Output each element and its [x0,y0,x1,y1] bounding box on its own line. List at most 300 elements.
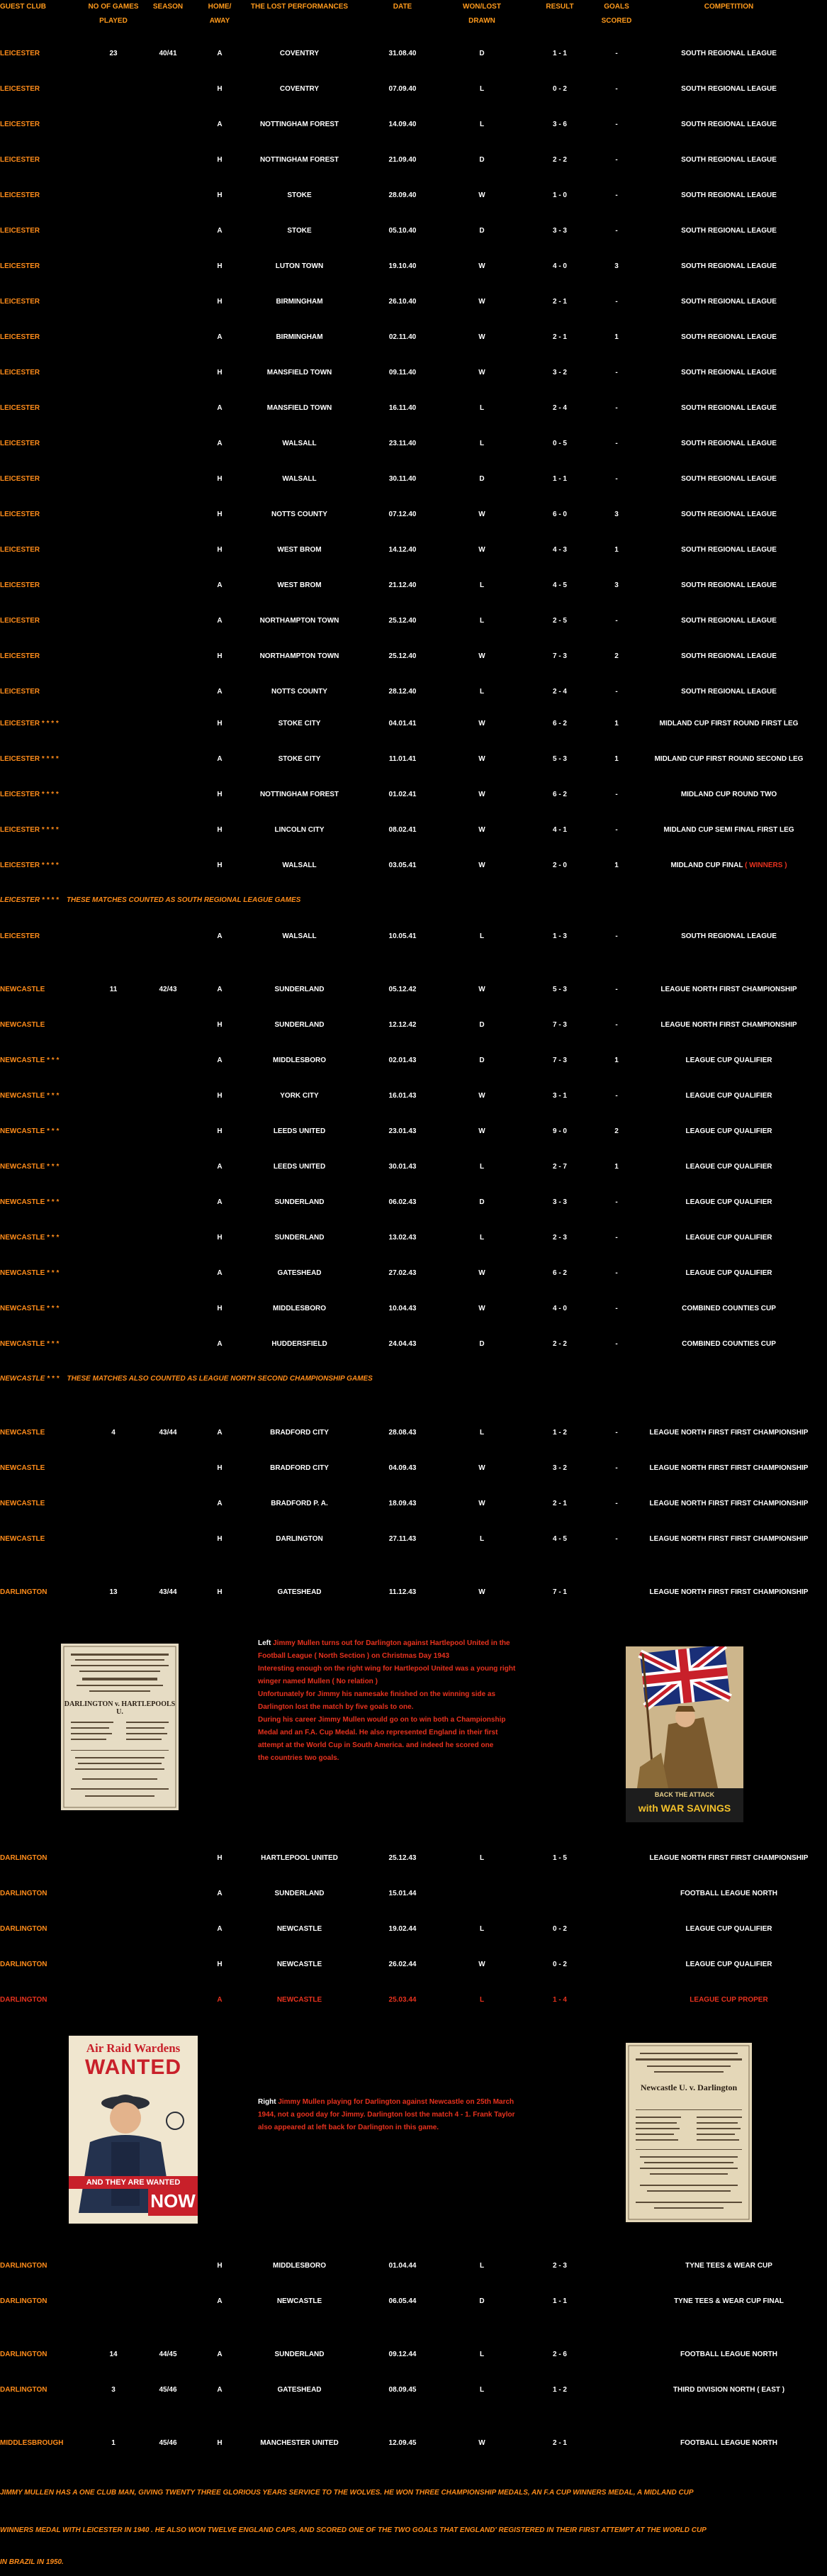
row-result: W [478,1269,485,1277]
row-date: 23.11.40 [388,440,417,447]
row-goals: - [615,1269,618,1277]
row-goals: - [615,298,618,306]
final-line-2: IN BRAZIL IN 1950. [0,2558,64,2566]
row-goals: - [615,1234,618,1242]
row-home-away: A [217,1163,223,1171]
row-score: 1 - 2 [552,1429,567,1437]
row-competition: SOUTH REGIONAL LEAGUE [681,121,777,128]
row-score: 2 - 2 [552,1340,567,1348]
row-opponent: STOKE CITY [278,755,321,763]
row-club: LEICESTER [0,581,40,589]
row-competition: SOUTH REGIONAL LEAGUE [681,440,777,447]
row-club: DARLINGTON [0,2262,47,2270]
row-home-away: A [217,1340,223,1348]
final-line-0: JIMMY MULLEN HAS A ONE CLUB MAN, GIVING TWENTY THREE GLORIOUS YEARS SERVICE TO THE WOLVES. HE WON THREE CHAMPIONSHIP MEDALS, AN F.A CUP WINNERS MEDAL, A MIDLAND CUP [0,2489,694,2497]
row-goals: 1 [614,720,619,727]
row-goals: - [615,1500,618,1507]
row-home-away: A [217,2351,223,2358]
programme-darlington-hartlepool-image [61,1644,179,1810]
row-season: 44/45 [159,2351,177,2358]
caption-left-photo [258,1637,556,1765]
row-club: NEWCASTLE * * * [0,1234,60,1242]
row-home-away: A [217,581,223,589]
row-opponent: WALSALL [282,475,317,483]
row-date: 12.12.42 [388,1021,417,1029]
row-result: W [478,1961,485,1968]
row-competition-text: MIDLAND CUP FINAL [670,862,743,869]
row-score: 1 - 5 [552,1854,567,1862]
row-home-away: A [217,227,223,235]
row-score: 3 - 1 [552,1092,567,1100]
header-result-line2: DRAWN [468,17,495,25]
row-opponent: WEST BROM [277,581,322,589]
row-date: 19.02.44 [388,1925,417,1933]
row-result: L [479,1234,485,1242]
row-result: L [479,404,485,412]
row-score: 1 - 2 [552,2386,567,2394]
row-club: LEICESTER [0,121,40,128]
row-goals: - [615,986,618,993]
caption1-line-0-text: Jimmy Mullen turns out for Darlington against Hartlepool United in the [273,1639,510,1647]
row-competition: LEAGUE NORTH FIRST FIRST CHAMPIONSHIP [649,1464,809,1472]
wardens-line1: Air Raid Wardens [86,2041,181,2055]
row-club: LEICESTER [0,404,40,412]
row-club: NEWCASTLE * * * [0,1163,60,1171]
row-date: 27.02.43 [388,1269,417,1277]
header-season: SEASON [152,3,184,11]
row-club: NEWCASTLE [0,1535,45,1543]
row-result: W [478,652,485,660]
row-competition: SOUTH REGIONAL LEAGUE [681,227,777,235]
row-date: 03.05.41 [388,862,417,869]
row-club: LEICESTER [0,85,40,93]
row-opponent: NOTTS COUNTY [271,688,327,696]
row-result: L [479,1996,485,2004]
row-competition: MIDLAND CUP FIRST ROUND SECOND LEG [654,755,804,763]
row-date: 28.12.40 [388,688,417,696]
row-score: 0 - 2 [552,85,567,93]
row-opponent: LEEDS UNITED [273,1163,326,1171]
row-score: 7 - 1 [552,1588,567,1596]
header-opponent: THE LOST PERFORMANCES [250,3,349,11]
row-result: W [478,1305,485,1312]
row-opponent: LEEDS UNITED [273,1127,326,1135]
row-club: NEWCASTLE * * * [0,1269,60,1277]
caption2-line-1: 1944, not a good day for Jimmy. Darlington lost the match 4 - 1. Frank Taylor [258,2111,515,2119]
header-ha-line1: HOME/ [208,3,232,11]
row-score: 4 - 5 [552,581,567,589]
wardens-line3: AND THEY ARE WANTED [86,2178,181,2187]
row-date: 02.01.43 [388,1056,417,1064]
row-club: LEICESTER [0,617,40,625]
row-opponent: COVENTRY [279,50,320,57]
row-result: W [478,1500,485,1507]
row-opponent: WALSALL [282,862,317,869]
programme2-title: Newcastle U. v. Darlington [640,2082,738,2092]
row-score: 2 - 2 [552,156,567,164]
row-competition: THIRD DIVISION NORTH ( EAST ) [673,2386,785,2394]
row-club: LEICESTER [0,50,40,57]
caption2-lead: Right [258,2098,276,2106]
header-result-line1: WON/LOST [463,3,501,11]
row-date: 28.09.40 [388,191,417,199]
row-goals: 1 [614,333,619,341]
caption2-line-0-text: Jimmy Mullen playing for Darlington against Newcastle on 25th March [278,2098,514,2106]
header-result [454,0,510,28]
row-season: 42/43 [159,986,177,993]
row-opponent: SUNDERLAND [274,1198,325,1206]
row-opponent: MANCHESTER UNITED [260,2439,339,2447]
row-goals: - [615,932,618,940]
row-date: 30.01.43 [388,1163,417,1171]
row-date: 16.01.43 [388,1092,417,1100]
row-home-away: A [217,755,223,763]
row-home-away: H [217,1021,223,1029]
row-date: 04.01.41 [388,720,417,727]
newcastle-footnote-marker: NEWCASTLE * * * [0,1375,60,1383]
row-home-away: H [217,1305,223,1312]
row-score: 2 - 1 [552,1500,567,1507]
row-goals: - [615,191,618,199]
row-result: L [479,1925,485,1933]
air-raid-wardens-poster-image [69,2036,198,2224]
row-date: 25.12.40 [388,652,417,660]
row-score: 4 - 5 [552,1535,567,1543]
row-competition: SOUTH REGIONAL LEAGUE [681,333,777,341]
row-date: 13.02.43 [388,1234,417,1242]
row-score: 0 - 2 [552,1925,567,1933]
row-goals: - [615,50,618,57]
row-opponent: BRADFORD P. A. [271,1500,328,1507]
row-score: 5 - 3 [552,986,567,993]
row-goals: - [615,688,618,696]
row-competition: FOOTBALL LEAGUE NORTH [680,2351,778,2358]
row-opponent: SUNDERLAND [274,1021,325,1029]
row-club: LEICESTER [0,511,40,518]
row-score: 2 - 3 [552,2262,567,2270]
row-date: 25.03.44 [388,1996,417,2004]
row-score: 9 - 0 [552,1127,567,1135]
row-home-away: H [217,2439,223,2447]
row-opponent: HUDDERSFIELD [271,1340,327,1348]
row-score: 7 - 3 [552,652,567,660]
row-competition-winners: ( WINNERS ) [745,862,787,869]
newcastle-footnote-text: THESE MATCHES ALSO COUNTED AS LEAGUE NORTH SECOND CHAMPIONSHIP GAMES [67,1375,373,1383]
row-result: W [478,1464,485,1472]
caption1-line-8: attempt at the World Cup in South America. and indeed he scored one [258,1741,494,1749]
row-date: 02.11.40 [388,333,417,341]
programme-newcastle-darlington-image [626,2043,752,2222]
row-club: DARLINGTON [0,1996,47,2004]
row-home-away: A [217,2297,223,2305]
row-opponent: BRADFORD CITY [270,1464,329,1472]
row-season: 45/46 [159,2386,177,2394]
row-competition: SOUTH REGIONAL LEAGUE [681,404,777,412]
row-opponent: MIDDLESBORO [273,2262,326,2270]
row-goals: - [615,369,618,377]
row-date: 01.04.44 [388,2262,417,2270]
row-goals: 3 [614,262,619,270]
row-competition: SOUTH REGIONAL LEAGUE [681,581,777,589]
row-date: 16.11.40 [388,404,417,412]
row-opponent: NORTHAMPTON TOWN [259,617,339,625]
row-date: 09.12.44 [388,2351,417,2358]
row-date: 01.02.41 [388,791,417,798]
row-competition: SOUTH REGIONAL LEAGUE [681,688,777,696]
row-goals: - [615,1021,618,1029]
row-result: L [479,581,485,589]
row-score: 6 - 2 [552,791,567,798]
row-opponent: STOKE [287,191,312,199]
row-club: LEICESTER [0,156,40,164]
row-club: MIDDLESBROUGH [0,2439,64,2447]
row-opponent: MANSFIELD TOWN [266,369,332,377]
row-date: 08.09.45 [388,2386,417,2394]
row-date: 26.02.44 [388,1961,417,1968]
row-result: L [479,121,485,128]
row-competition: SOUTH REGIONAL LEAGUE [681,369,777,377]
row-goals: 1 [614,1163,619,1171]
row-date: 11.01.41 [388,755,417,763]
row-goals: 1 [614,755,619,763]
caption1-line-2: Interesting enough on the right wing for Hartlepool United was a young right [258,1665,516,1673]
row-club: NEWCASTLE [0,986,45,993]
row-club: LEICESTER * * * * [0,791,59,798]
row-score: 1 - 3 [552,932,567,940]
row-goals: - [615,404,618,412]
row-home-away: H [217,298,223,306]
row-season: 43/44 [159,1588,177,1596]
row-competition: LEAGUE NORTH FIRST FIRST CHAMPIONSHIP [649,1535,809,1543]
caption1-line-5: Darlington lost the match by five goals to one. [258,1703,414,1711]
row-competition: LEAGUE CUP QUALIFIER [685,1198,772,1206]
row-result: D [479,156,485,164]
row-score: 3 - 3 [552,227,567,235]
row-opponent: DARLINGTON [276,1535,323,1543]
row-date: 21.12.40 [388,581,417,589]
header-score: RESULT [546,3,574,11]
row-score: 7 - 3 [552,1056,567,1064]
row-goals: - [615,475,618,483]
row-result: L [479,932,485,940]
leicester-footnote-text: THESE MATCHES COUNTED AS SOUTH REGIONAL LEAGUE GAMES [66,896,301,904]
row-competition: SOUTH REGIONAL LEAGUE [681,511,777,518]
row-competition: LEAGUE NORTH FIRST FIRST CHAMPIONSHIP [649,1429,809,1437]
row-score: 2 - 1 [552,298,567,306]
row-result: L [479,1535,485,1543]
row-club: LEICESTER [0,688,40,696]
row-games: 13 [109,1588,118,1596]
row-result: L [479,440,485,447]
row-score: 2 - 1 [552,333,567,341]
row-score: 2 - 6 [552,2351,567,2358]
row-club: DARLINGTON [0,1890,47,1897]
row-club: NEWCASTLE * * * [0,1305,60,1312]
row-club: LEICESTER * * * * [0,826,59,834]
row-goals: 1 [614,546,619,554]
row-date: 24.04.43 [388,1340,417,1348]
caption1-line-1: Football League ( North Section ) on Christmas Day 1943 [258,1652,450,1660]
row-home-away: H [217,1234,223,1242]
row-home-away: A [217,617,223,625]
row-home-away: A [217,986,223,993]
header-goals-line1: GOALS [604,3,629,11]
row-competition: FOOTBALL LEAGUE NORTH [680,2439,778,2447]
row-opponent: SUNDERLAND [274,986,325,993]
row-club: LEICESTER [0,546,40,554]
row-score: 6 - 2 [552,720,567,727]
caption1-line-7: Medal and an F.A. Cup Medal. He also represented England in their first [258,1729,498,1736]
row-goals: - [615,1535,618,1543]
programme1-title: DARLINGTON v. HARTLEPOOLS U. [64,1700,176,1716]
row-score: 3 - 2 [552,1464,567,1472]
row-home-away: A [217,688,223,696]
row-result: W [478,1092,485,1100]
row-date: 25.12.40 [388,617,417,625]
row-result: D [479,227,485,235]
row-opponent: COVENTRY [279,85,320,93]
row-date: 31.08.40 [388,50,417,57]
row-score: 1 - 0 [552,191,567,199]
row-competition: LEAGUE CUP PROPER [690,1996,768,2004]
row-opponent: BIRMINGHAM [276,333,323,341]
row-opponent: BIRMINGHAM [276,298,323,306]
row-result: W [478,369,485,377]
row-club: LEICESTER [0,262,40,270]
row-opponent: MIDDLESBORO [273,1056,326,1064]
row-result: W [478,862,485,869]
row-club: LEICESTER [0,440,40,447]
row-home-away: A [217,1996,223,2004]
row-games: 4 [111,1429,116,1437]
row-result: D [479,1198,485,1206]
row-competition: FOOTBALL LEAGUE NORTH [680,1890,778,1897]
row-club: NEWCASTLE * * * [0,1056,60,1064]
row-date: 26.10.40 [388,298,417,306]
row-date: 04.09.43 [388,1464,417,1472]
row-goals: 3 [614,581,619,589]
row-result: W [478,2439,485,2447]
row-date: 08.02.41 [388,826,417,834]
row-club: LEICESTER [0,298,40,306]
row-goals: - [615,826,618,834]
row-club: LEICESTER * * * * [0,862,59,869]
row-home-away: H [217,862,223,869]
row-season: 45/46 [159,2439,177,2447]
row-result: D [479,475,485,483]
row-competition: LEAGUE NORTH FIRST CHAMPIONSHIP [660,986,797,993]
row-date: 14.12.40 [388,546,417,554]
row-goals: - [615,1340,618,1348]
row-home-away: H [217,720,223,727]
row-result: L [479,617,485,625]
row-opponent: MANSFIELD TOWN [266,404,332,412]
row-date: 07.09.40 [388,85,417,93]
row-opponent: SUNDERLAND [274,1234,325,1242]
row-competition: SOUTH REGIONAL LEAGUE [681,298,777,306]
row-competition: LEAGUE CUP QUALIFIER [685,1269,772,1277]
row-home-away: A [217,121,223,128]
row-club: LEICESTER [0,191,40,199]
row-opponent: NEWCASTLE [276,1961,322,1968]
row-opponent: NEWCASTLE [276,1996,322,2004]
row-score: 2 - 3 [552,1234,567,1242]
row-home-away: H [217,85,223,93]
row-competition: LEAGUE CUP QUALIFIER [685,1092,772,1100]
row-result: D [479,2297,485,2305]
row-result: D [479,1021,485,1029]
row-opponent: STOKE CITY [278,720,321,727]
row-goals: - [615,440,618,447]
header-goals-line2: SCORED [601,17,632,25]
war-savings-poster-image [626,1646,743,1822]
caption1-line-9: the countries two goals. [258,1754,339,1762]
row-date: 10.04.43 [388,1305,417,1312]
row-result: L [479,1854,485,1862]
row-opponent: SUNDERLAND [274,1890,325,1897]
row-home-away: H [217,826,223,834]
row-score: 1 - 4 [552,1996,567,2004]
war-savings-top: BACK THE ATTACK [654,1791,715,1798]
leicester-footnote [0,896,300,904]
row-competition: COMBINED COUNTIES CUP [682,1305,776,1312]
row-result: W [478,1588,485,1596]
war-savings-main: with WAR SAVINGS [638,1802,731,1814]
row-club: NEWCASTLE * * * [0,1340,60,1348]
row-result: W [478,755,485,763]
row-home-away: H [217,1092,223,1100]
row-score: 4 - 0 [552,1305,567,1312]
row-goals: - [615,791,618,798]
row-date: 05.12.42 [388,986,417,993]
caption1-line-6: During his career Jimmy Mullen would go on to win both a Championship [258,1716,506,1724]
row-competition: LEAGUE NORTH FIRST FIRST CHAMPIONSHIP [649,1500,809,1507]
row-competition: MIDLAND CUP FIRST ROUND FIRST LEG [659,720,799,727]
row-competition: TYNE TEES & WEAR CUP FINAL [674,2297,784,2305]
row-home-away: H [217,511,223,518]
row-club: DARLINGTON [0,2297,47,2305]
row-goals: - [615,617,618,625]
row-competition: SOUTH REGIONAL LEAGUE [681,475,777,483]
row-result: W [478,333,485,341]
row-competition: COMBINED COUNTIES CUP [682,1340,776,1348]
row-score: 7 - 3 [552,1021,567,1029]
row-competition: TYNE TEES & WEAR CUP [685,2262,772,2270]
caption1-lead: Left [258,1639,271,1647]
row-score: 2 - 1 [552,2439,567,2447]
row-opponent: WEST BROM [277,546,322,554]
row-opponent: NOTTINGHAM FOREST [259,791,339,798]
row-result: D [479,1340,485,1348]
row-goals: 2 [614,1127,619,1135]
row-club: NEWCASTLE [0,1464,45,1472]
leicester-footnote-marker: LEICESTER * * * * [0,896,59,904]
row-opponent: NOTTINGHAM FOREST [259,121,339,128]
row-competition: LEAGUE NORTH FIRST FIRST CHAMPIONSHIP [649,1588,809,1596]
final-line-1: WINNERS MEDAL WITH LEICESTER IN 1940 . HE ALSO WON TWELVE ENGLAND CAPS, AND SCORED ONE OF THE TWO GOALS THAT ENGLAND' REGISTERED IN THEIR FIRST ATTEMPT AT THE WORLD CUP [0,2526,707,2534]
row-opponent: NEWCASTLE [276,1925,322,1933]
row-opponent: WALSALL [282,440,317,447]
row-date: 12.09.45 [388,2439,417,2447]
row-goals: - [615,85,618,93]
row-goals: - [615,1092,618,1100]
row-home-away: A [217,440,223,447]
header-club: GUEST CLUB [0,3,46,11]
row-competition: MIDLAND CUP ROUND TWO [680,791,777,798]
row-competition: LEAGUE CUP QUALIFIER [685,1163,772,1171]
row-club: DARLINGTON [0,1854,47,1862]
row-competition: LEAGUE CUP QUALIFIER [685,1925,772,1933]
